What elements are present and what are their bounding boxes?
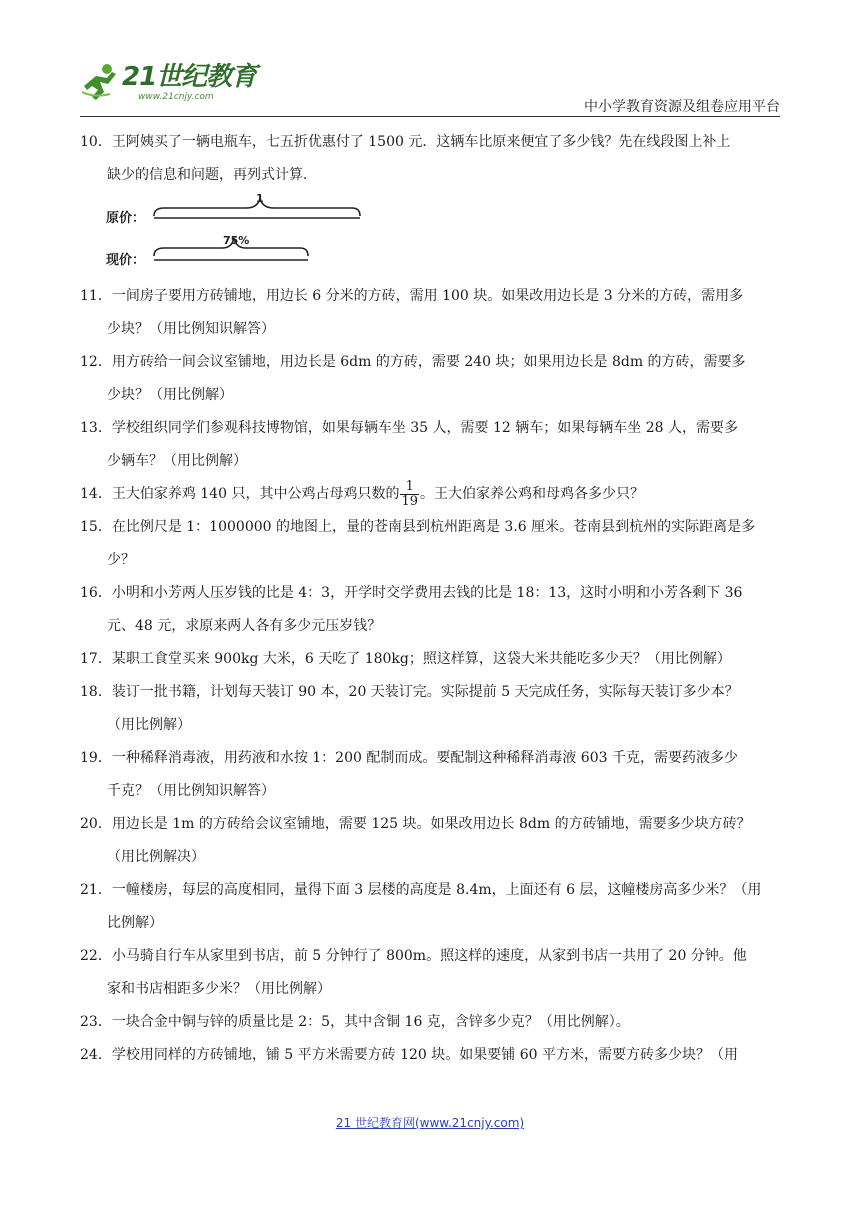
question-number: 16． [80,585,112,601]
question-number: 13． [80,420,112,436]
question-text: 小明和小芳两人压岁钱的比是 4：3，开学时交学费用去钱的比是 18：13，这时小明和小芳各剩下 36 [111,585,743,601]
question-13 [80,412,780,478]
question-text-cont: 比例解） [107,915,163,931]
question-text-cont: 缺少的信息和问题，再列式计算． [107,167,317,183]
question-number: 19． [80,750,112,766]
question-text: 某职工食堂买来 900kg 大米，6 天吃了 180kg；照这样算，这袋大米共能吃多少天？（用比例解） [111,651,731,667]
logo-url: www.21cnjy.com [138,92,214,102]
brand-logo [80,62,256,102]
question-text-cont: 家和书店相距多少米？（用比例解） [107,981,331,997]
platform-name: 中小学教育资源及组卷应用平台 [584,99,780,115]
question-number: 24． [80,1047,112,1063]
question-text-cont: （用比例解决） [107,849,205,865]
question-number: 15． [80,519,112,535]
header-divider [80,116,780,117]
question-number: 17． [80,651,112,667]
question-text-cont: （用比例解） [107,717,191,733]
question-18 [80,676,780,742]
question-22 [80,940,780,1006]
question-20 [80,808,780,874]
question-text: 用边长是 1m 的方砖给会议室铺地，需要 125 块。如果改用边长 8dm 的方砖铺地，需要多少块方砖？ [111,816,751,832]
question-list [80,126,780,1072]
label-current-price: 现价： [106,253,146,268]
question-24 [80,1039,780,1072]
footer-link[interactable]: 21 世纪教育网(www.21cnjy.com) [335,1116,525,1130]
question-text-cont: 少？ [107,552,135,568]
question-19 [80,742,780,808]
mark-original: 1 [256,192,264,205]
question-number: 18． [80,684,112,700]
page-footer [0,1112,860,1131]
mark-current: 75% [223,234,250,247]
question-number: 11． [80,288,112,304]
question-text: 学校组织同学们参观科技博物馆，如果每辆车坐 35 人，需要 12 辆车；如果每辆车坐 28 人，需要多 [111,420,738,436]
question-text: 用方砖给一间会议室铺地，用边长是 6dm 的方砖，需要 240 块；如果用边长是 8dm 的方砖，需要多 [111,354,746,370]
question-text-cont: 少块？（用比例解） [107,387,233,403]
question-10 [80,126,780,280]
original-price-brace [154,198,360,216]
question-12 [80,346,780,412]
fraction-numerator: 1 [400,480,419,495]
question-text: 一幢楼房，每层的高度相同，量得下面 3 层楼的高度是 8.4m，上面还有 6 层，这幢楼房高多少米？（用 [111,882,762,898]
question-text: 装订一批书籍，计划每天装订 90 本，20 天装订完。实际提前 5 天完成任务，实际每天装订多少本？ [111,684,739,700]
question-text: 一块合金中铜与锌的质量比是 2：5，其中含铜 16 克，含锌多少克？（用比例解）。 [111,1014,630,1030]
question-number: 12． [80,354,112,370]
question-text: 一种稀释消毒液，用药液和水按 1：200 配制而成。要配制这种稀释消毒液 603 千克，需要药液多少 [111,750,738,766]
logo-title: 21世纪教育 [122,62,257,92]
segment-braces [106,194,366,280]
question-text-cont: 少辆车？（用比例解） [107,453,247,469]
question-number: 14． [80,486,112,502]
question-number: 10． [80,134,112,150]
line-segment-diagram [106,194,780,280]
current-price-brace [154,238,308,256]
question-text: 王阿姨买了一辆电瓶车，七五折优惠付了 1500 元．这辆车比原来便宜了多少钱？先在线段图上补上 [111,134,731,150]
question-text-cont: 少块？（用比例知识解答） [107,321,275,337]
question-15 [80,511,780,577]
fraction [400,480,419,509]
question-text: 小马骑自行车从家里到书店，前 5 分钟行了 800m。照这样的速度，从家到书店一共用了 20 分钟。他 [111,948,747,964]
fraction-denominator: 19 [401,493,418,509]
question-16 [80,577,780,643]
question-text-cont: 元、48 元，求原来两人各有多少元压岁钱？ [107,618,382,634]
question-number: 20． [80,816,112,832]
question-11 [80,280,780,346]
page-header [80,62,780,118]
runner-logo-icon [80,62,120,102]
question-text: 在比例尺是 1：1000000 的地图上，量的苍南县到杭州距离是 3.6 厘米。苍南县到杭州的实际距离是多 [111,519,756,535]
question-text-cont: 千克？（用比例知识解答） [107,783,275,799]
question-number: 23． [80,1014,112,1030]
question-21 [80,874,780,940]
question-text-tail: 。王大伯家养公鸡和母鸡各多少只？ [420,486,644,502]
question-number: 22． [80,948,112,964]
question-23 [80,1006,780,1039]
question-text: 学校用同样的方砖铺地，铺 5 平方米需要方砖 120 块。如果要铺 60 平方米，需要方砖多少块？（用 [111,1047,738,1063]
question-14 [80,478,780,511]
question-text: 王大伯家养鸡 140 只，其中公鸡占母鸡只数的 [111,486,400,502]
label-original-price: 原价： [106,211,146,226]
question-17 [80,643,780,676]
question-number: 21． [80,882,112,898]
question-text: 一间房子要用方砖铺地，用边长 6 分米的方砖，需用 100 块。如果改用边长是 3 分米的方砖，需用多 [111,288,744,304]
